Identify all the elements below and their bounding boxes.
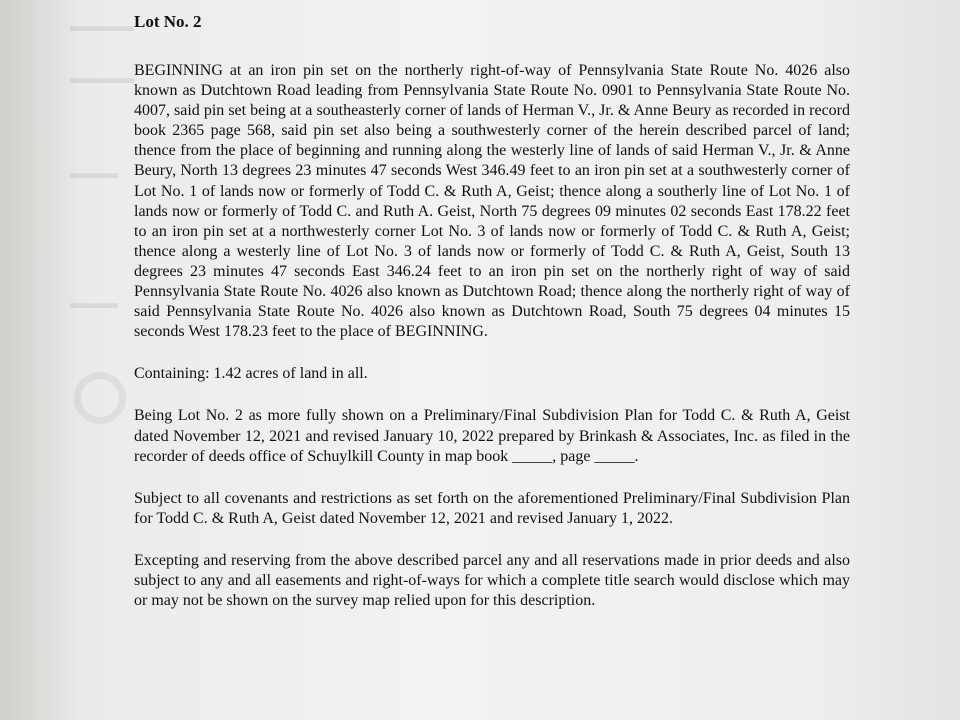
- paragraph-subdivision-plan: Being Lot No. 2 as more fully shown on a Preliminary/Final Subdivision Plan for Todd C. & Ruth A, Geist dated November 12, 2021 and revised January 10, 2022 prepared by Brinkash & Associates, Inc. as filed in the recorder of deeds office of Schuylkill County in map book _____, page _____.: [134, 407, 850, 465]
- bleed-through-mark: ▬▬▬: [70, 295, 118, 312]
- paragraph-acreage: Containing: 1.42 acres of land in all.: [134, 365, 368, 383]
- paragraph-metes-and-bounds: BEGINNING at an iron pin set on the northerly right-of-way of Pennsylvania State Route No. 4026 also known as Dutchtown Road leading from Pennsylvania State Route No. 0901 to Pennsylvania State Route No. 4007, said pin set being at a southeasterly corner of lands of Herman V., Jr. & Anne Beury as recorded in record book 2365 page 568, said pin set also being a southwesterly corner of the herein described parcel of land; thence from the place of beginning and running along the westerly line of lands of said Herman V., Jr. & Anne Beury, North 13 degrees 23 minutes 47 seconds West 346.49 feet to an iron pin set at a southwesterly corner of Lot No. 1 of lands now or formerly of Todd C. & Ruth A, Geist; thence along a southerly line of Lot No. 1 of lands now or formerly of Todd C. and Ruth A. Geist, North 75 degrees 09 minutes 02 seconds East 178.22 feet to an iron pin set at a northwesterly corner Lot No. 3 of lands now or formerly of Todd C. & Ruth A, Geist; thence along a westerly line of Lot No. 3 of lands now or formerly of Todd C. & Ruth A, Geist, South 13 degrees 23 minutes 47 seconds East 346.24 feet to an iron pin set on the northerly right of way of said Pennsylvania State Route No. 4026 also known as Dutchtown Road; thence along the northerly right of way of said Pennsylvania State Route No. 4026 also known as Dutchtown Road, South 75 degrees 04 minutes 15 seconds West 178.23 feet to the place of BEGINNING.: [134, 62, 850, 341]
- bleed-through-logo: [74, 372, 126, 424]
- bleed-through-mark: ▬▬▬▬: [70, 70, 134, 87]
- bleed-through-mark: ▬▬▬: [70, 165, 118, 182]
- paragraph-covenants: Subject to all covenants and restrictions as set forth on the aforementioned Preliminary/Final Subdivision Plan for Todd C. & Ruth A, Geist dated November 12, 2021 and revised January 1, 2022.: [134, 489, 850, 527]
- paragraph-exceptions: Excepting and reserving from the above described parcel any and all reservations made in prior deeds and also subject to any and all easements and right-of-ways for which a complete title search would disclose which may or may not be shown on the survey map relied upon for this description.: [134, 551, 850, 610]
- lot-title: Lot No. 2: [134, 12, 202, 31]
- bleed-through-mark: ▬▬▬▬: [70, 18, 134, 35]
- deed-description: [134, 12, 850, 611]
